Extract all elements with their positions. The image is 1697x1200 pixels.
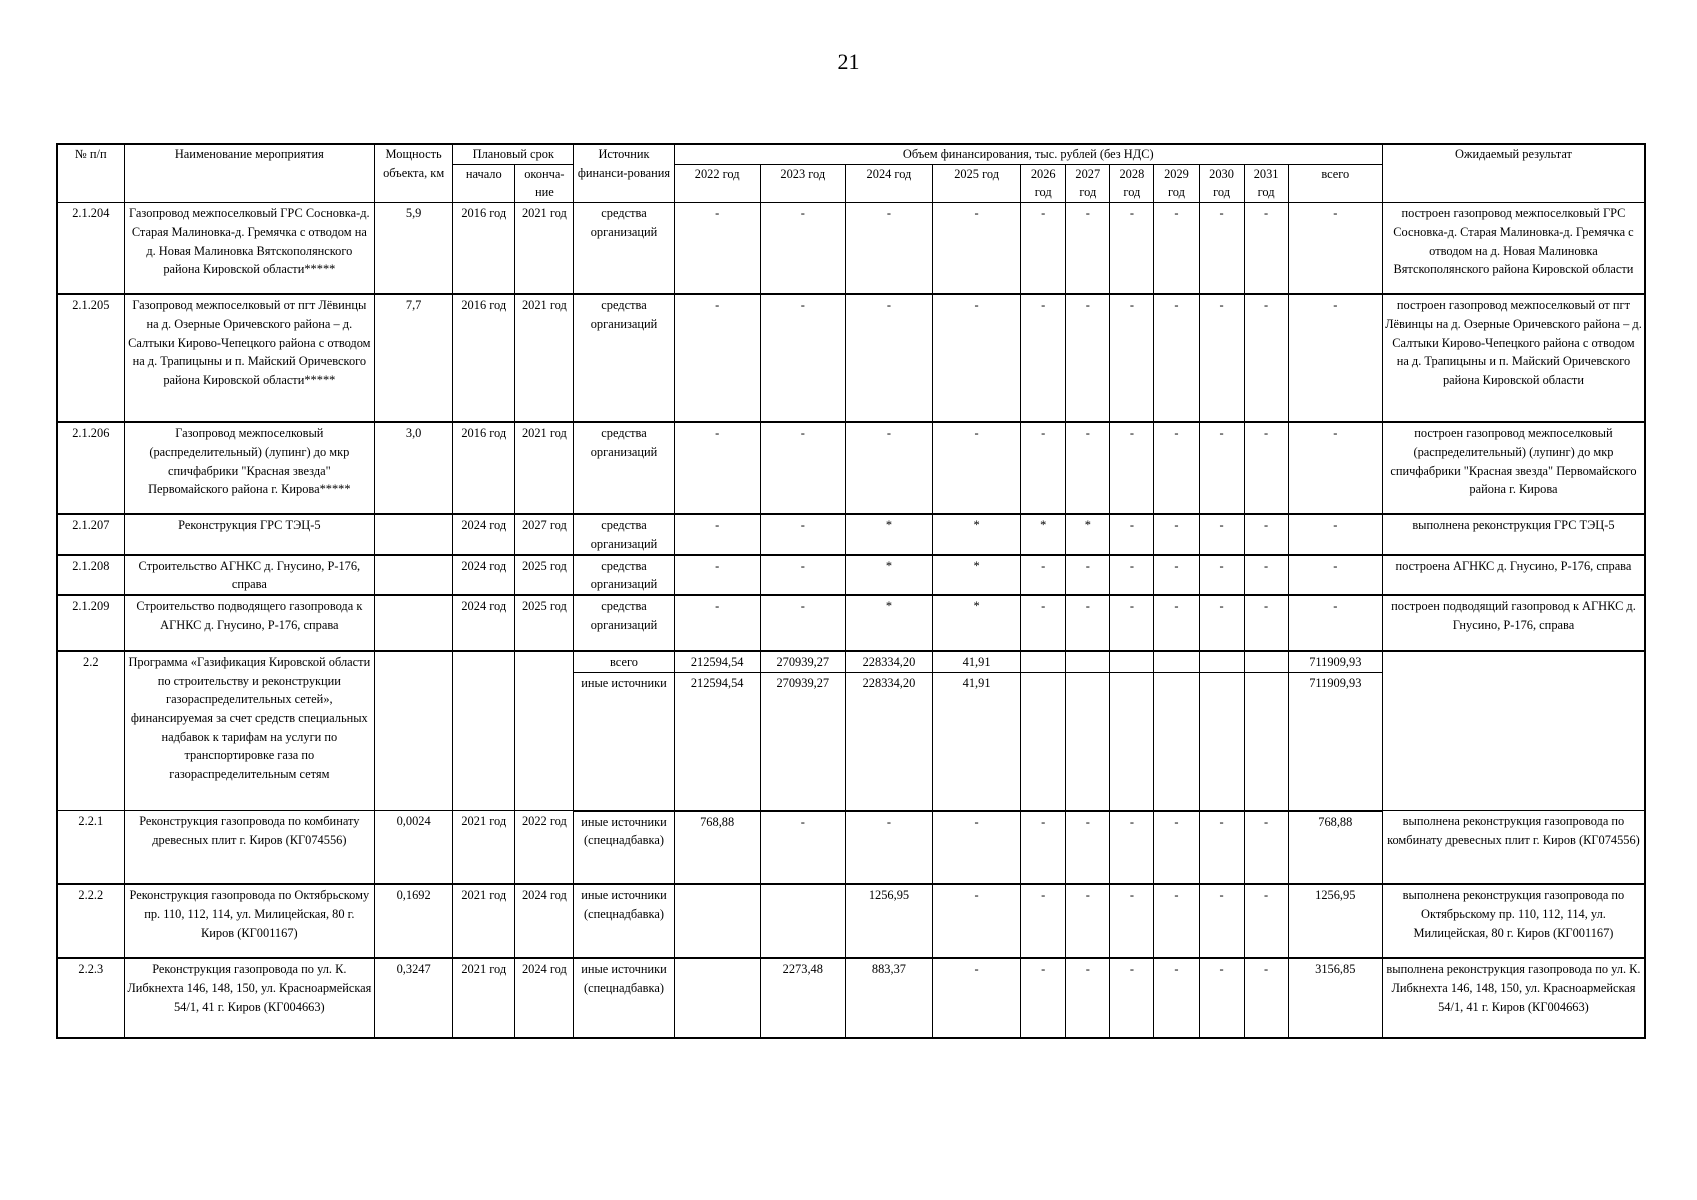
header-num: № п/п — [57, 144, 124, 203]
table-row — [57, 884, 1645, 958]
table-row — [57, 203, 1645, 295]
header-source: Источник финанси-рования — [574, 144, 674, 203]
row-result: построен газопровод межпоселковый ГРС Сосновка-д. Старая Малиновка-д. Гремячка с отводом на д. Новая Малиновка Вятскополянского района Кировской области — [1382, 203, 1645, 295]
row-value: - — [1110, 514, 1154, 554]
row-value — [1244, 651, 1288, 672]
row-value: - — [1066, 203, 1110, 295]
row-num: 2.2.2 — [57, 884, 124, 958]
row-capacity: 5,9 — [375, 203, 453, 295]
row-total: - — [1288, 555, 1382, 595]
row-capacity: 0,3247 — [375, 958, 453, 1038]
header-year-2029: 2029 год — [1154, 164, 1199, 202]
header-name: Наименование мероприятия — [124, 144, 374, 203]
row-total: - — [1288, 294, 1382, 422]
row-value: - — [1066, 422, 1110, 514]
row-end: 2024 год — [515, 884, 574, 958]
row-value: - — [1021, 422, 1066, 514]
row-source: иные источники (спецнадбавка) — [574, 958, 674, 1038]
row-num: 2.1.206 — [57, 422, 124, 514]
row-end: 2021 год — [515, 422, 574, 514]
header-year-2025: 2025 год — [933, 164, 1021, 202]
row-total: - — [1288, 422, 1382, 514]
page-number: 21 — [837, 49, 860, 74]
row-name: Реконструкция ГРС ТЭЦ-5 — [124, 514, 374, 554]
row-source: средства организаций — [574, 294, 674, 422]
row-end — [515, 651, 574, 811]
row-result: выполнена реконструкция газопровода по Октябрьскому пр. 110, 112, 114, ул. Милицейская, 80 г. Киров (КГ001167) — [1382, 884, 1645, 958]
row-name: Строительство подводящего газопровода к АГНКС д. Гнусино, Р-176, справа — [124, 595, 374, 651]
row-end: 2022 год — [515, 811, 574, 885]
row-value: 228334,20 — [845, 672, 932, 811]
row-value: - — [1199, 203, 1244, 295]
header-year-2023: 2023 год — [760, 164, 845, 202]
row-value: - — [1154, 422, 1199, 514]
header-year-2024: 2024 год — [845, 164, 932, 202]
row-source: средства организаций — [574, 422, 674, 514]
row-result: выполнена реконструкция газопровода по комбинату древесных плит г. Киров (КГ074556) — [1382, 811, 1645, 885]
table-row — [57, 958, 1645, 1038]
row-value: - — [1021, 294, 1066, 422]
row-total: 711909,93 — [1288, 651, 1382, 672]
row-value: - — [1199, 294, 1244, 422]
row-value: - — [674, 422, 760, 514]
row-total: 3156,85 — [1288, 958, 1382, 1038]
row-total: - — [1288, 595, 1382, 651]
row-value: - — [674, 555, 760, 595]
row-value: - — [1199, 958, 1244, 1038]
row-value: - — [1021, 811, 1066, 885]
row-value: - — [1110, 595, 1154, 651]
row-value — [1199, 672, 1244, 811]
row-value: - — [1066, 595, 1110, 651]
header-end: оконча-ние — [515, 164, 574, 202]
row-value: - — [1154, 958, 1199, 1038]
row-total: 768,88 — [1288, 811, 1382, 885]
row-start: 2016 год — [453, 422, 515, 514]
row-value: - — [1110, 555, 1154, 595]
financing-table — [56, 143, 1646, 1039]
row-value: - — [674, 294, 760, 422]
row-value: - — [1066, 958, 1110, 1038]
row-name: Реконструкция газопровода по ул. К. Либкнехта 146, 148, 150, ул. Красноармейская 54/1, 41 г. Киров (КГ004663) — [124, 958, 374, 1038]
header-start: начало — [453, 164, 515, 202]
row-capacity — [375, 651, 453, 811]
row-value: - — [933, 422, 1021, 514]
row-value: - — [933, 958, 1021, 1038]
row-source: иные источники — [574, 672, 674, 811]
row-start: 2024 год — [453, 514, 515, 554]
row-result — [1382, 651, 1645, 811]
row-name: Газопровод межпоселковый ГРС Сосновка-д. Старая Малиновка-д. Гремячка с отводом на д. Новая Малиновка Вятскополянского района Кировской области***** — [124, 203, 374, 295]
row-value — [1154, 651, 1199, 672]
row-value: - — [1244, 811, 1288, 885]
row-end: 2024 год — [515, 958, 574, 1038]
row-value: - — [760, 422, 845, 514]
row-capacity: 0,0024 — [375, 811, 453, 885]
row-source: иные источники (спецнадбавка) — [574, 884, 674, 958]
row-value: - — [1244, 422, 1288, 514]
row-value: - — [1244, 294, 1288, 422]
row-value: - — [674, 203, 760, 295]
row-value: - — [760, 514, 845, 554]
row-value: - — [845, 294, 932, 422]
table-row — [57, 811, 1645, 885]
row-value: - — [1021, 958, 1066, 1038]
row-total: - — [1288, 514, 1382, 554]
row-total: - — [1288, 203, 1382, 295]
header-year-2026: 2026 год — [1021, 164, 1066, 202]
row-source: средства организаций — [574, 514, 674, 554]
row-num: 2.1.204 — [57, 203, 124, 295]
row-num: 2.2.3 — [57, 958, 124, 1038]
row-value: - — [1021, 884, 1066, 958]
row-value — [1110, 651, 1154, 672]
row-start: 2024 год — [453, 595, 515, 651]
row-value: - — [760, 203, 845, 295]
row-name: Реконструкция газопровода по комбинату древесных плит г. Киров (КГ074556) — [124, 811, 374, 885]
row-value: - — [760, 555, 845, 595]
row-value: * — [933, 595, 1021, 651]
row-value — [1244, 672, 1288, 811]
row-value: - — [1066, 884, 1110, 958]
row-value: - — [1154, 294, 1199, 422]
row-value: - — [760, 811, 845, 885]
row-value: 41,91 — [933, 651, 1021, 672]
row-end: 2027 год — [515, 514, 574, 554]
row-value: - — [1199, 595, 1244, 651]
row-value: - — [1244, 884, 1288, 958]
row-value: 1256,95 — [845, 884, 932, 958]
row-value: 212594,54 — [674, 651, 760, 672]
row-value: * — [845, 595, 932, 651]
header-finance: Объем финансирования, тыс. рублей (без НДС) — [674, 144, 1382, 164]
row-value: - — [1110, 958, 1154, 1038]
row-value: * — [845, 555, 932, 595]
row-value: - — [1110, 811, 1154, 885]
row-end: 2025 год — [515, 555, 574, 595]
row-start: 2016 год — [453, 294, 515, 422]
row-value: - — [674, 514, 760, 554]
row-value: - — [933, 884, 1021, 958]
row-start: 2024 год — [453, 555, 515, 595]
row-value: - — [1154, 203, 1199, 295]
row-value: * — [1021, 514, 1066, 554]
row-value: - — [1199, 422, 1244, 514]
row-value: - — [1199, 884, 1244, 958]
row-value — [1066, 672, 1110, 811]
row-value: - — [1244, 595, 1288, 651]
row-value: * — [845, 514, 932, 554]
row-value: 41,91 — [933, 672, 1021, 811]
row-value — [1021, 651, 1066, 672]
row-start: 2016 год — [453, 203, 515, 295]
row-num: 2.1.205 — [57, 294, 124, 422]
row-value: - — [1244, 203, 1288, 295]
row-value: - — [1066, 555, 1110, 595]
row-value: - — [1154, 811, 1199, 885]
row-name: Газопровод межпоселковый (распределительный) (лупинг) до мкр спичфабрики "Красная звезда" Первомайского района г. Кирова***** — [124, 422, 374, 514]
row-value: - — [1110, 884, 1154, 958]
row-value: - — [933, 294, 1021, 422]
row-start: 2021 год — [453, 811, 515, 885]
row-value: - — [1110, 294, 1154, 422]
row-num: 2.2 — [57, 651, 124, 811]
row-total: 1256,95 — [1288, 884, 1382, 958]
row-value: - — [845, 203, 932, 295]
row-value: - — [1066, 294, 1110, 422]
row-capacity: 3,0 — [375, 422, 453, 514]
row-source: иные источники (спецнадбавка) — [574, 811, 674, 885]
row-result: выполнена реконструкция ГРС ТЭЦ-5 — [1382, 514, 1645, 554]
row-result: построена АГНКС д. Гнусино, Р-176, справа — [1382, 555, 1645, 595]
row-value: - — [1110, 203, 1154, 295]
row-capacity — [375, 555, 453, 595]
row-end: 2021 год — [515, 203, 574, 295]
row-num: 2.1.208 — [57, 555, 124, 595]
row-source: средства организаций — [574, 595, 674, 651]
header-year-2031: 2031 год — [1244, 164, 1288, 202]
row-name: Газопровод межпоселковый от пгт Лёвинцы на д. Озерные Оричевского района – д. Салтыки Кирово-Чепецкого района с отводом на д. Трапицыны и п. Майский Оричевского района Кировской области***** — [124, 294, 374, 422]
row-num: 2.2.1 — [57, 811, 124, 885]
row-value: - — [933, 811, 1021, 885]
row-value: - — [1199, 555, 1244, 595]
row-value: - — [1199, 811, 1244, 885]
header-capacity: Мощность объекта, км — [375, 144, 453, 203]
row-value: * — [1066, 514, 1110, 554]
table-row — [57, 422, 1645, 514]
header-plan-term: Плановый срок — [453, 144, 574, 164]
row-result: выполнена реконструкция газопровода по ул. К. Либкнехта 146, 148, 150, ул. Красноармейская 54/1, 41 г. Киров (КГ004663) — [1382, 958, 1645, 1038]
row-value: - — [1154, 595, 1199, 651]
row-num: 2.1.209 — [57, 595, 124, 651]
row-total: 711909,93 — [1288, 672, 1382, 811]
row-value: 768,88 — [674, 811, 760, 885]
row-start: 2021 год — [453, 884, 515, 958]
row-end: 2021 год — [515, 294, 574, 422]
row-capacity: 7,7 — [375, 294, 453, 422]
header-year-2030: 2030 год — [1199, 164, 1244, 202]
row-value: - — [760, 294, 845, 422]
row-value — [1110, 672, 1154, 811]
row-value: - — [1154, 884, 1199, 958]
row-result: построен подводящий газопровод к АГНКС д. Гнусино, Р-176, справа — [1382, 595, 1645, 651]
row-value: - — [933, 203, 1021, 295]
row-start — [453, 651, 515, 811]
row-value: - — [1110, 422, 1154, 514]
row-value: - — [1244, 555, 1288, 595]
row-value: - — [760, 595, 845, 651]
row-source: всего — [574, 651, 674, 672]
row-value: 228334,20 — [845, 651, 932, 672]
row-value: 270939,27 — [760, 672, 845, 811]
row-value — [1066, 651, 1110, 672]
row-value: - — [1154, 555, 1199, 595]
table-row — [57, 514, 1645, 554]
table-row — [57, 294, 1645, 422]
header-year-2022: 2022 год — [674, 164, 760, 202]
row-name: Программа «Газификация Кировской области по строительству и реконструкции газораспределительных сетей», финансируемая за счет средств специальных надбавок к тарифам на услуги по транспортировке газа по газораспределительным сетям — [124, 651, 374, 811]
row-result: построен газопровод межпоселковый от пгт Лёвинцы на д. Озерные Оричевского района – д. Салтыки Кирово-Чепецкого района с отводом на д. Трапицыны и п. Майский Оричевского района Кировской области — [1382, 294, 1645, 422]
row-name: Строительство АГНКС д. Гнусино, Р-176, справа — [124, 555, 374, 595]
row-source: средства организаций — [574, 555, 674, 595]
row-end: 2025 год — [515, 595, 574, 651]
row-value: - — [1154, 514, 1199, 554]
row-num: 2.1.207 — [57, 514, 124, 554]
row-result: построен газопровод межпоселковый (распределительный) (лупинг) до мкр спичфабрики "Красная звезда" Первомайского района г. Кирова — [1382, 422, 1645, 514]
row-value: - — [845, 811, 932, 885]
table-row — [57, 595, 1645, 651]
row-value: - — [1244, 958, 1288, 1038]
header-year-2027: 2027 год — [1066, 164, 1110, 202]
row-source: средства организаций — [574, 203, 674, 295]
row-value: - — [1199, 514, 1244, 554]
header-total: всего — [1288, 164, 1382, 202]
row-value: * — [933, 555, 1021, 595]
row-name: Реконструкция газопровода по Октябрьскому пр. 110, 112, 114, ул. Милицейская, 80 г. Киров (КГ001167) — [124, 884, 374, 958]
table-row — [57, 651, 1645, 672]
row-value: 883,37 — [845, 958, 932, 1038]
table-row — [57, 555, 1645, 595]
row-start: 2021 год — [453, 958, 515, 1038]
row-value: 2273,48 — [760, 958, 845, 1038]
row-value: 270939,27 — [760, 651, 845, 672]
header-year-2028: 2028 год — [1110, 164, 1154, 202]
row-value — [760, 884, 845, 958]
row-value — [674, 958, 760, 1038]
row-value: - — [1021, 595, 1066, 651]
row-value — [1021, 672, 1066, 811]
row-capacity — [375, 595, 453, 651]
row-value — [674, 884, 760, 958]
row-value: - — [1066, 811, 1110, 885]
row-value — [1154, 672, 1199, 811]
row-capacity — [375, 514, 453, 554]
row-value — [1199, 651, 1244, 672]
row-value: * — [933, 514, 1021, 554]
row-value: 212594,54 — [674, 672, 760, 811]
row-value: - — [674, 595, 760, 651]
row-value: - — [1021, 203, 1066, 295]
header-result: Ожидаемый результат — [1382, 144, 1645, 203]
row-capacity: 0,1692 — [375, 884, 453, 958]
row-value: - — [1021, 555, 1066, 595]
row-value: - — [1244, 514, 1288, 554]
row-value: - — [845, 422, 932, 514]
